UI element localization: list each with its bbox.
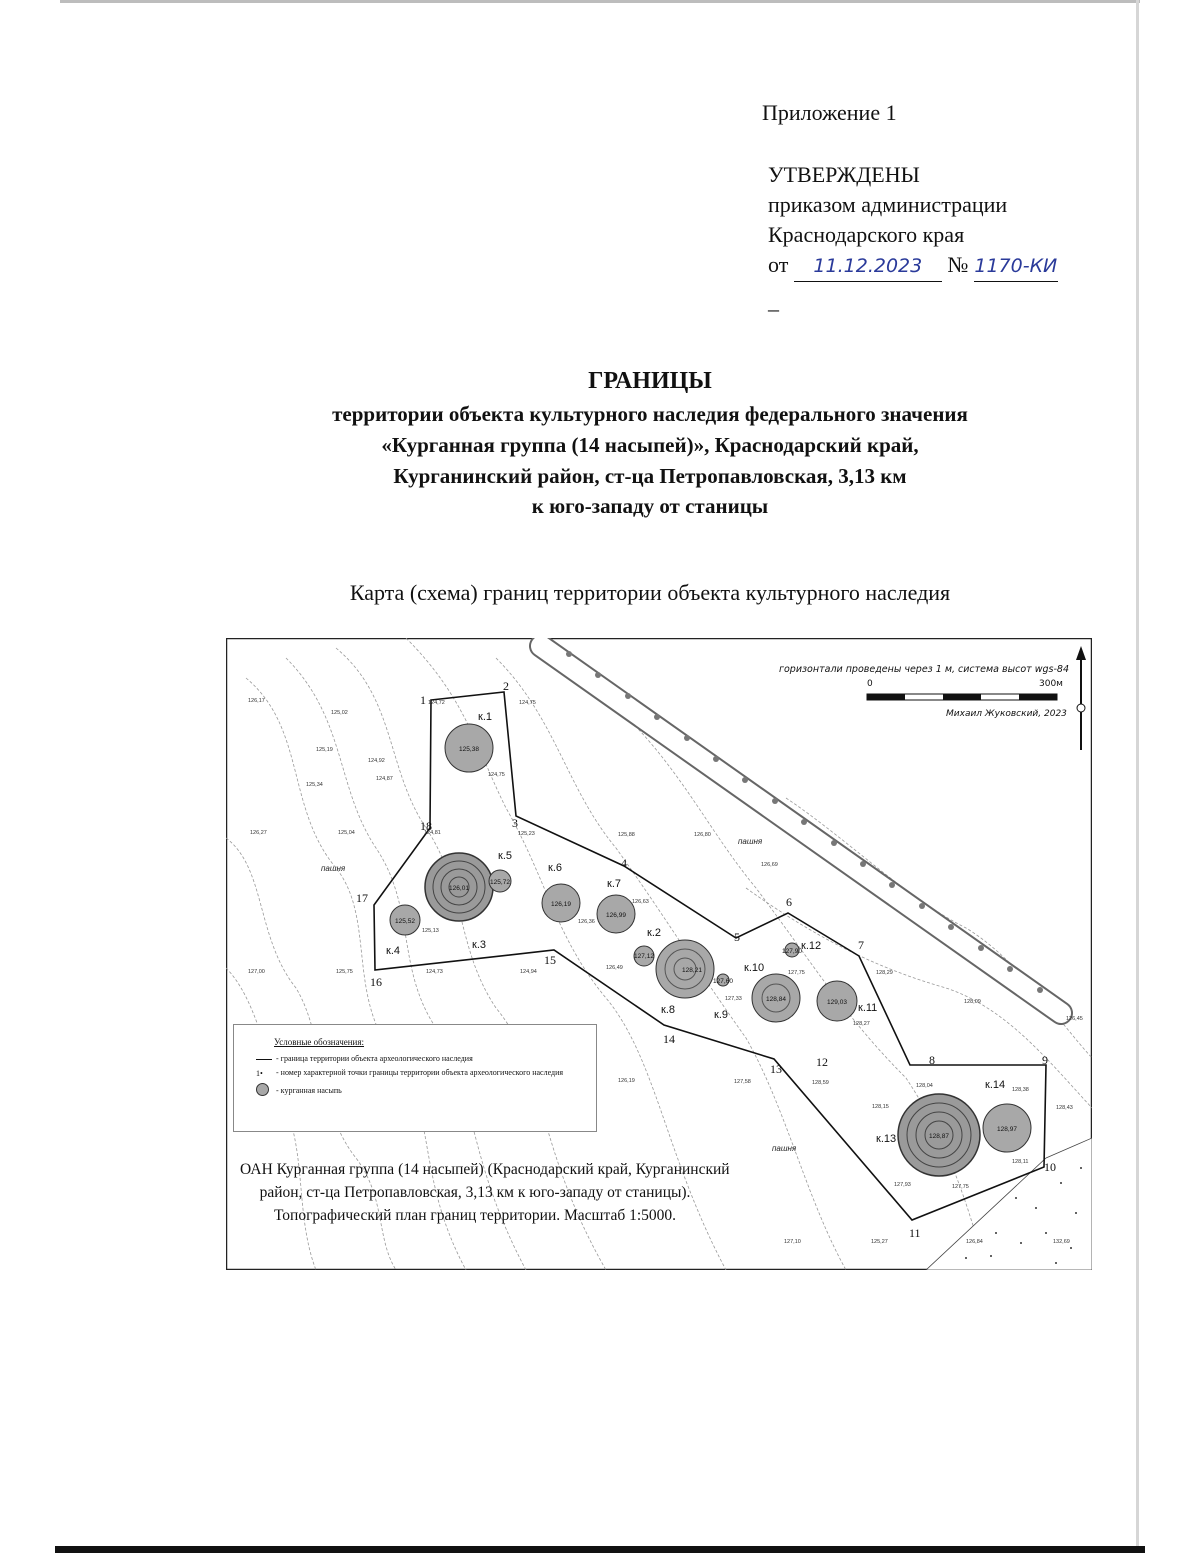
spot-elevation-30: 128,09 [964, 999, 981, 1005]
spot-elevation-5: 125,19 [316, 747, 333, 753]
mound-elev-11: 129,03 [827, 999, 847, 1006]
spot-elevation-21: 124,94 [520, 969, 537, 975]
mound-label-9: к.9 [714, 1009, 728, 1021]
mound-elev-12: 127,90 [782, 948, 802, 955]
point-14: 14 [663, 1032, 675, 1046]
spot-elevation-9: 124,75 [488, 772, 505, 778]
point-8: 8 [929, 1053, 935, 1067]
point-6: 6 [786, 895, 792, 909]
mound-elev-9: 127,60 [713, 978, 733, 985]
spot-elevation-6: 124,92 [368, 758, 385, 764]
spot-elevation-42: 125,27 [871, 1239, 888, 1245]
point-12: 12 [816, 1055, 828, 1069]
number-field [974, 250, 1058, 282]
spot-elevation-39: 127,75 [952, 1184, 969, 1190]
scan-edge-top [60, 0, 1140, 3]
spot-elevation-27: 128,29 [876, 970, 893, 976]
scale-end: 300м [1039, 679, 1063, 689]
spot-elevation-3: 124,72 [428, 700, 445, 706]
mound-elev-14: 128,97 [997, 1126, 1017, 1133]
scan-edge-bottom [55, 1546, 1145, 1553]
spot-elevation-23: 126,63 [632, 899, 649, 905]
map-note: горизонтали проведены через 1 м, система высот wgs-84 [779, 664, 1069, 675]
point-18: 18 [420, 819, 432, 833]
point-13: 13 [770, 1062, 782, 1076]
approval-line-1: приказом администрации [768, 192, 1008, 217]
mound-label-13: к.13 [876, 1133, 897, 1145]
mound-label-1: к.1 [478, 711, 492, 723]
spot-elevation-4: 124,75 [519, 700, 536, 706]
spot-elevation-8: 125,34 [306, 782, 323, 788]
spot-elevation-41: 127,10 [784, 1239, 801, 1245]
heading-line-2: «Курганная группа (14 насыпей)», Краснодарский край, [381, 433, 919, 457]
point-16: 16 [370, 975, 382, 989]
mound-elev-1: 125,38 [459, 746, 479, 753]
caption-line-3: Топографический план границ территории. Масштаб 1:5000. [273, 1207, 677, 1224]
spot-elevation-34: 128,59 [812, 1080, 829, 1086]
mound-label-5: к.5 [498, 850, 512, 862]
mound-label-12: к.12 [801, 940, 822, 952]
spot-elevation-12: 124,81 [424, 830, 441, 836]
spot-elevation-14: 125,88 [618, 832, 635, 838]
spot-elevation-16: 126,69 [761, 862, 778, 868]
point-9: 9 [1042, 1053, 1048, 1067]
land-label-3: пашня [772, 1144, 797, 1153]
heading-title: ГРАНИЦЫ [588, 368, 712, 394]
spot-elevation-37: 128,43 [1056, 1105, 1073, 1111]
legend-item-mound: - курганная насыпь [256, 1083, 342, 1099]
date-value: 11.12.2023 [813, 255, 923, 277]
spot-elevation-40: 128,11 [1012, 1159, 1029, 1165]
mound-label-11: к.11 [858, 1002, 878, 1014]
approval-block [768, 160, 1058, 282]
point-15: 15 [544, 953, 556, 967]
spot-elevation-19: 125,75 [336, 969, 353, 975]
spot-elevation-31: 126,45 [1066, 1016, 1083, 1022]
heading-line-4: к юго-западу от станицы [531, 494, 769, 518]
spot-elevation-7: 124,87 [376, 776, 393, 782]
spot-elevation-26: 127,75 [788, 970, 805, 976]
mound-elev-2: 127,12 [634, 953, 654, 960]
land-label-1: пашня [321, 864, 346, 873]
mound-elev-7: 126,99 [606, 912, 626, 919]
mound-label-2: к.2 [647, 927, 661, 939]
mound-icon [256, 1083, 272, 1099]
point-marker-icon: 1• [256, 1068, 263, 1078]
spot-elevation-28: 128,27 [853, 1021, 870, 1027]
scale-bar [867, 694, 1057, 700]
heading-line-3: Курганинский район, ст-ца Петропавловская, 3,13 км [393, 464, 907, 488]
mound-label-3: к.3 [472, 939, 486, 951]
land-label-2: пашня [738, 837, 763, 846]
mound-elev-6: 126,19 [551, 901, 571, 908]
mound-label-7: к.7 [607, 878, 621, 890]
mound-elev-10: 128,84 [766, 996, 786, 1003]
point-4: 4 [621, 856, 627, 870]
spot-elevation-29: 128,04 [916, 1083, 933, 1089]
point-11: 11 [909, 1226, 921, 1240]
spot-elevation-20: 127,00 [248, 969, 265, 975]
number-prefix: № [947, 252, 969, 277]
point-1: 1 [420, 693, 426, 707]
spot-elevation-36: 128,38 [1012, 1087, 1029, 1093]
mound-elev-13: 128,87 [929, 1133, 949, 1140]
spot-elevation-10: 126,27 [250, 830, 267, 836]
point-7: 7 [858, 938, 864, 952]
dash-mark: – [768, 296, 779, 321]
mound-label-10: к.10 [744, 962, 765, 974]
boundary-line-icon [256, 1059, 272, 1060]
legend-title: Условные обозначения: [274, 1037, 365, 1047]
date-prefix: от [768, 252, 789, 277]
spot-elevation-22: 126,36 [578, 919, 595, 925]
number-value: 1170-КИ [974, 255, 1058, 277]
map-author: Михаил Жуковский, 2023 [946, 709, 1067, 719]
spot-elevation-44: 132,69 [1053, 1239, 1070, 1245]
point-2: 2 [503, 679, 509, 693]
spot-elevation-18: 124,73 [426, 969, 443, 975]
mound-elev-8: 128,21 [682, 967, 702, 974]
spot-elevation-15: 126,80 [694, 832, 711, 838]
spot-elevation-25: 127,33 [725, 996, 742, 1002]
map-caption [240, 1158, 730, 1227]
spot-elevation-24: 126,49 [606, 965, 623, 971]
map-legend [233, 1024, 597, 1132]
spot-elevation-17: 125,13 [422, 928, 439, 934]
spot-elevation-2: 125,02 [331, 710, 348, 716]
caption-line-1: ОАН Курганная группа (14 насыпей) (Краснодарский край, Курганинский [240, 1161, 730, 1178]
scan-edge-right [1136, 0, 1139, 1553]
approval-title: УТВЕРЖДЕНЫ [768, 162, 920, 187]
caption-line-2: район, ст-ца Петропавловская, 3,13 км к юго-западу от станицы). [259, 1184, 691, 1201]
spot-elevation-43: 126,84 [966, 1239, 983, 1245]
legend-item-point: 1• - номер характерной точки границы территории объекта археологического наследия [256, 1068, 564, 1078]
heading-line-1: территории объекта культурного наследия федерального значения [332, 402, 968, 426]
point-17: 17 [356, 891, 368, 905]
approval-date-line [768, 250, 1058, 282]
legend-item-boundary: - граница территории объекта археологического наследия [256, 1053, 473, 1064]
map-subtitle: Карта (схема) границ территории объекта культурного наследия [349, 580, 951, 605]
spot-elevation-1: 126,17 [248, 698, 265, 704]
mound-elev-3: 126,01 [449, 885, 469, 892]
mound-label-14: к.14 [985, 1079, 1006, 1091]
point-10: 10 [1044, 1160, 1056, 1174]
spot-elevation-11: 125,04 [338, 830, 355, 836]
point-3: 3 [512, 816, 518, 830]
mound-label-6: к.6 [548, 862, 562, 874]
appendix-label: Приложение 1 [762, 100, 897, 125]
scale-start: 0 [867, 679, 873, 689]
mound-elev-4: 125,52 [395, 918, 415, 925]
mound-label-4: к.4 [386, 945, 400, 957]
spot-elevation-38: 127,93 [894, 1182, 911, 1188]
spot-elevation-13: 125,23 [518, 831, 535, 837]
spot-elevation-32: 126,19 [618, 1078, 635, 1084]
approval-line-2: Краснодарского края [768, 222, 965, 247]
date-field [794, 250, 942, 282]
mound-elev-5: 125,72 [490, 879, 510, 886]
mound-label-8: к.8 [661, 1004, 675, 1016]
spot-elevation-35: 128,15 [872, 1104, 889, 1110]
spot-elevation-33: 127,58 [734, 1079, 751, 1085]
point-5: 5 [734, 930, 740, 944]
